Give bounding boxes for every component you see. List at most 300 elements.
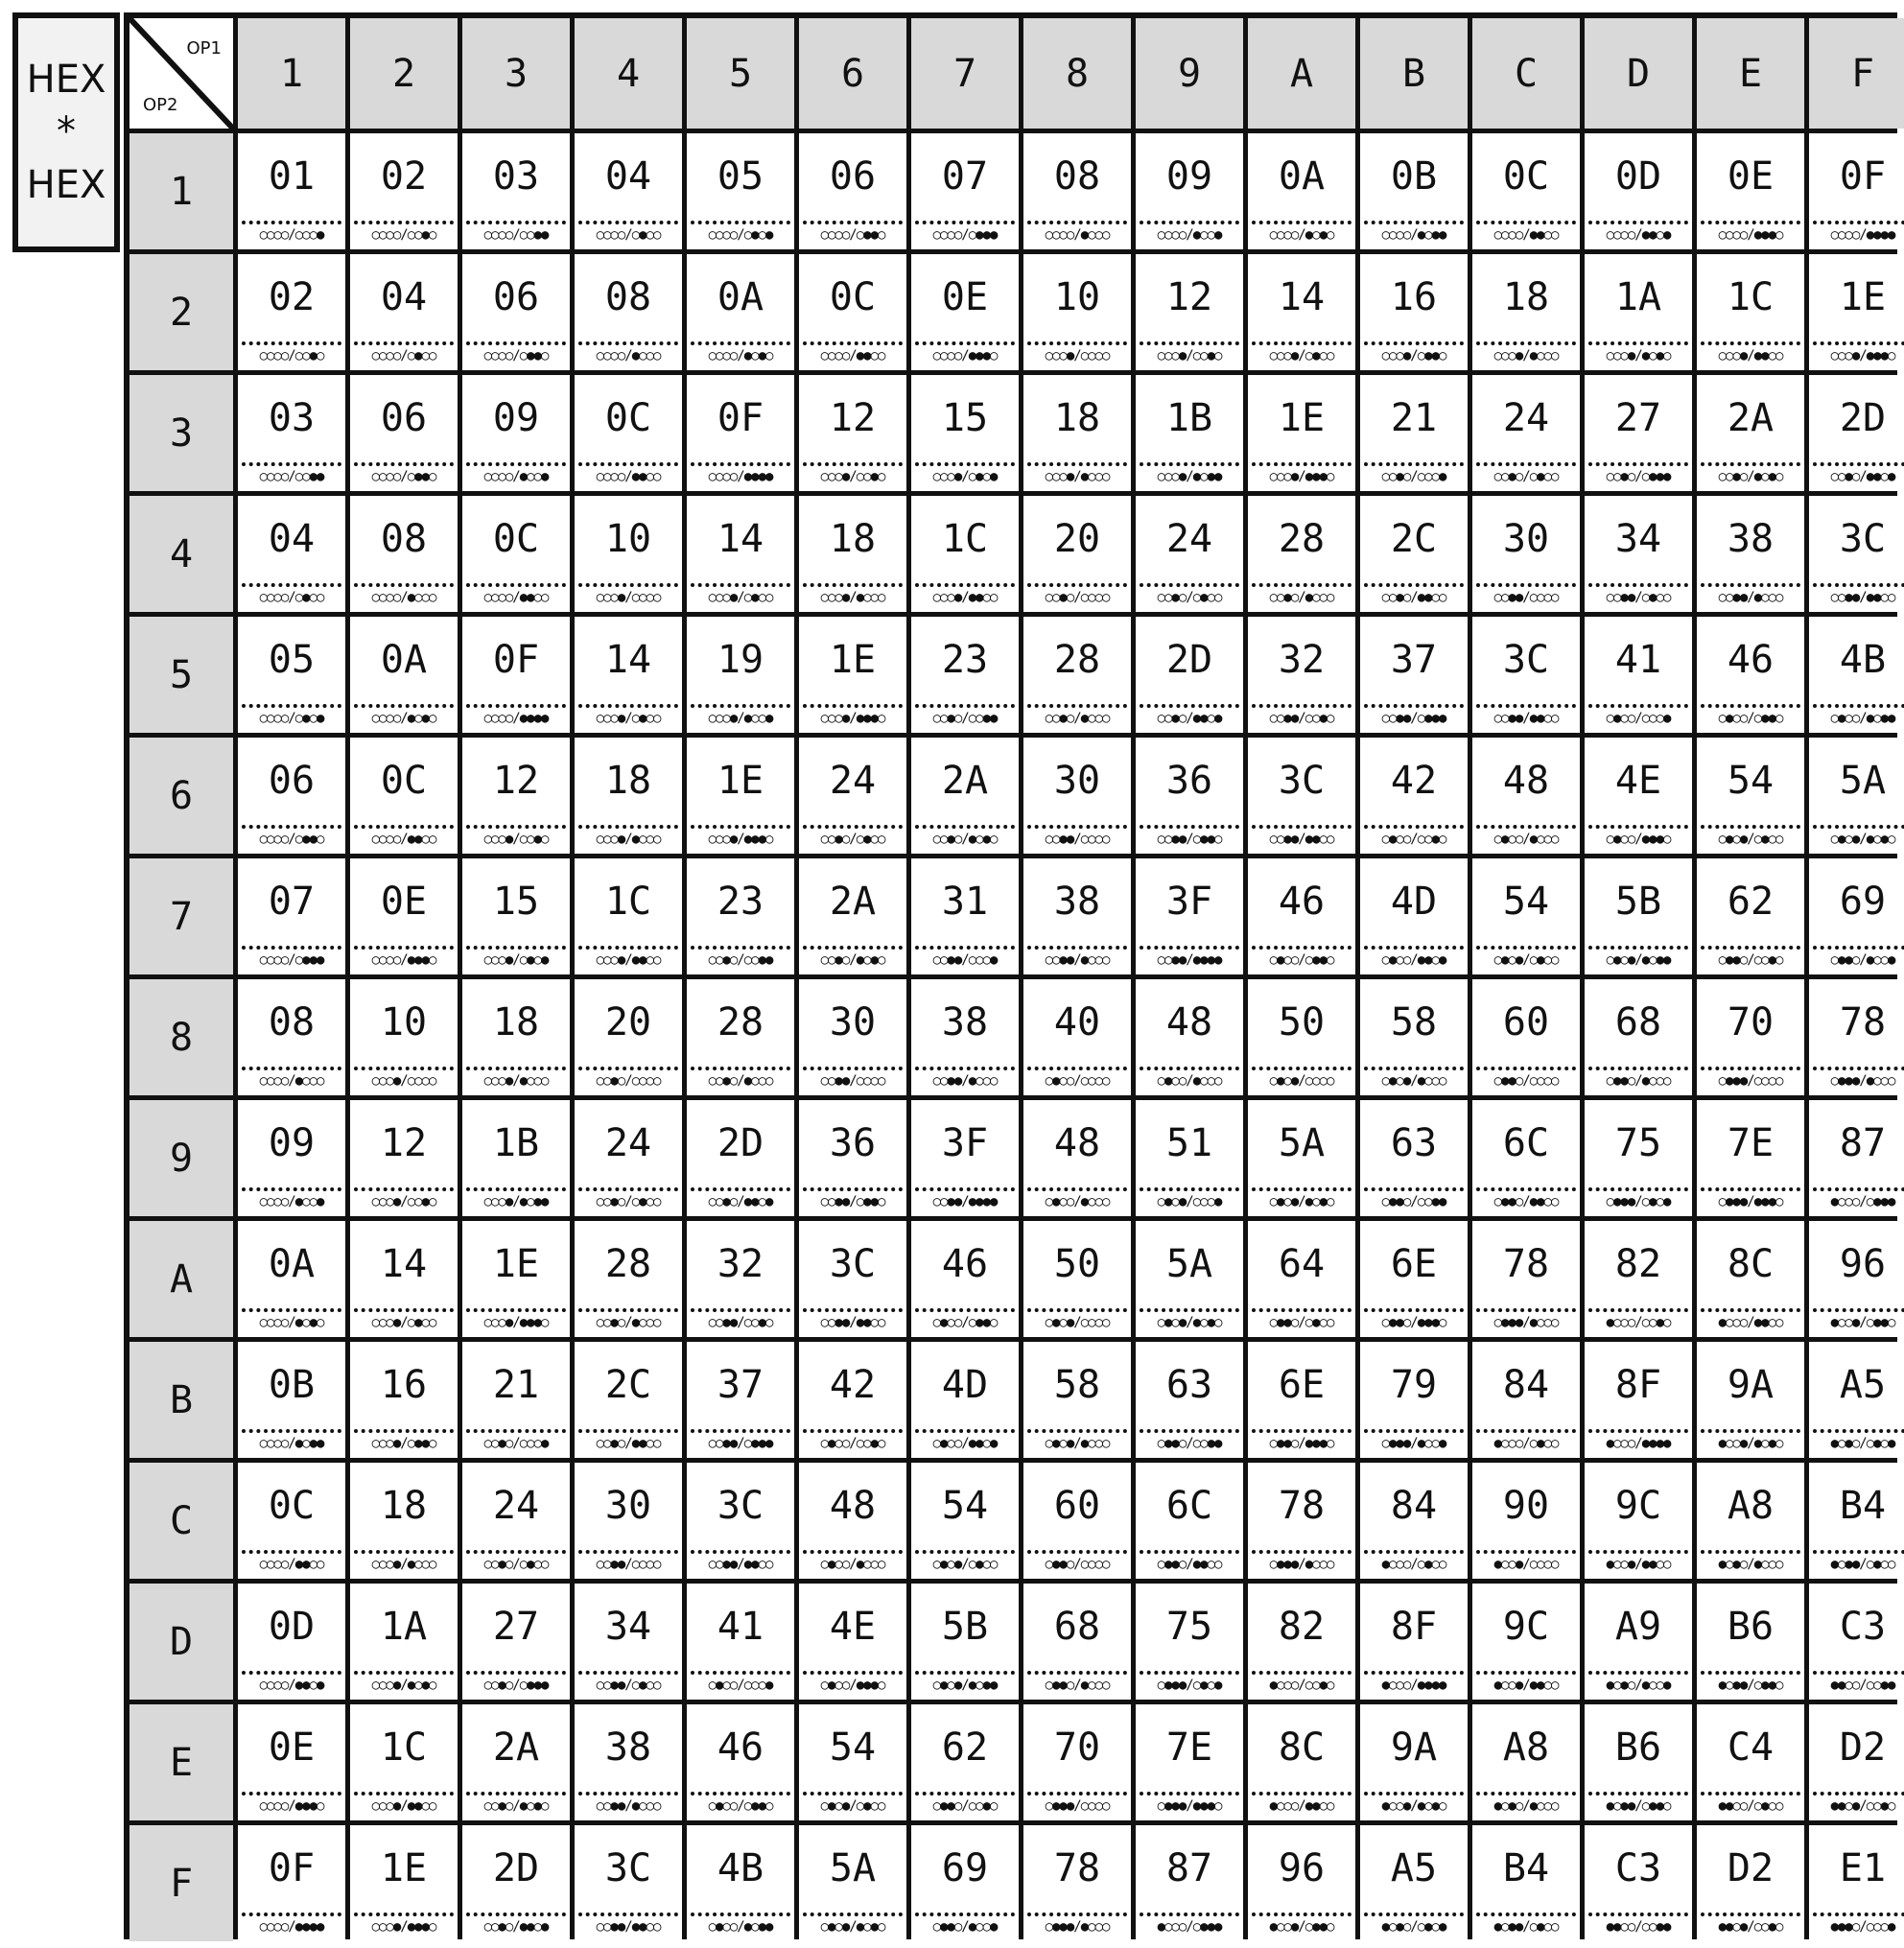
product-binary-dots: ●○○○/●●○○ bbox=[1718, 1315, 1783, 1330]
dotted-divider bbox=[1364, 946, 1464, 950]
product-cell bbox=[1472, 617, 1580, 733]
product-hex-value: 12 bbox=[1165, 275, 1213, 319]
product-cell bbox=[1023, 979, 1131, 1095]
product-cell bbox=[238, 375, 345, 491]
product-cell bbox=[1697, 1825, 1804, 1941]
product-binary-dots: ○○○○/○○●● bbox=[483, 227, 549, 243]
product-binary-dots: ○○○○/●●○○ bbox=[596, 469, 661, 484]
dotted-divider bbox=[1140, 946, 1239, 950]
product-binary-dots: ○○○●/○○●○ bbox=[820, 469, 885, 484]
dotted-divider bbox=[242, 341, 341, 345]
product-binary-dots: ○○●○/●○○○ bbox=[1269, 590, 1334, 605]
product-hex-value: 0E bbox=[1727, 154, 1775, 199]
product-cell bbox=[1248, 133, 1355, 249]
product-cell bbox=[1248, 979, 1355, 1095]
product-cell bbox=[1472, 1100, 1580, 1216]
product-binary-dots: ○○●●/●○○○ bbox=[596, 1798, 661, 1814]
dotted-divider bbox=[1252, 583, 1352, 587]
product-binary-dots: ○○○●/○●○○ bbox=[596, 711, 661, 726]
product-hex-value: 50 bbox=[1053, 1242, 1101, 1286]
product-binary-dots: ●○●○/●○○○ bbox=[1718, 1557, 1783, 1572]
dotted-divider bbox=[915, 583, 1015, 587]
product-binary-dots: ○●●●/●●●○ bbox=[1157, 1798, 1222, 1814]
dotted-divider bbox=[1252, 1913, 1352, 1916]
product-hex-value: 68 bbox=[1614, 1000, 1662, 1044]
product-binary-dots: ○●●●/○○○○ bbox=[1045, 1798, 1110, 1814]
product-hex-value: 54 bbox=[1727, 759, 1775, 803]
product-binary-dots: ○●○○/●●○● bbox=[932, 1436, 998, 1451]
dotted-divider bbox=[578, 704, 678, 708]
product-hex-value: 06 bbox=[492, 275, 540, 319]
dotted-divider bbox=[1364, 1067, 1464, 1070]
product-binary-dots: ●●●○/○○○● bbox=[1830, 1919, 1895, 1935]
product-cell bbox=[1248, 1342, 1355, 1458]
product-cell bbox=[1360, 254, 1468, 370]
product-hex-value: 14 bbox=[380, 1242, 428, 1286]
dotted-divider bbox=[1140, 1187, 1239, 1191]
product-cell bbox=[1023, 375, 1131, 491]
dotted-divider bbox=[691, 221, 790, 224]
product-cell bbox=[238, 1704, 345, 1820]
product-hex-value: 24 bbox=[1165, 517, 1213, 561]
dotted-divider bbox=[1252, 1187, 1352, 1191]
product-hex-value: 58 bbox=[1053, 1363, 1101, 1407]
product-hex-value: 8C bbox=[1727, 1242, 1775, 1286]
product-hex-value: 8F bbox=[1390, 1605, 1438, 1649]
product-cell bbox=[911, 133, 1019, 249]
dotted-divider bbox=[803, 825, 903, 829]
product-cell bbox=[238, 1221, 345, 1337]
product-cell bbox=[1809, 1221, 1904, 1337]
dotted-divider bbox=[1140, 825, 1239, 829]
product-hex-value: 03 bbox=[268, 396, 316, 440]
product-hex-value: 96 bbox=[1278, 1846, 1326, 1890]
product-hex-value: 78 bbox=[1053, 1846, 1101, 1890]
product-cell bbox=[462, 375, 570, 491]
product-binary-dots: ○○●○/●●○● bbox=[1830, 469, 1895, 484]
dotted-divider bbox=[354, 1550, 454, 1554]
dotted-divider bbox=[1364, 704, 1464, 708]
product-cell bbox=[799, 1221, 906, 1337]
product-binary-dots: ○●●●/●○○○ bbox=[1045, 1919, 1110, 1935]
dotted-divider bbox=[1701, 221, 1800, 224]
product-cell bbox=[1136, 254, 1243, 370]
product-cell bbox=[462, 1584, 570, 1700]
row-header-op2: 7 bbox=[129, 858, 233, 974]
product-hex-value: 42 bbox=[1390, 759, 1438, 803]
product-hex-value: 1C bbox=[380, 1725, 428, 1770]
product-cell bbox=[799, 1825, 906, 1941]
product-hex-value: 0B bbox=[268, 1363, 316, 1407]
product-binary-dots: ○○○●/○○○○ bbox=[1045, 348, 1110, 364]
dotted-divider bbox=[1140, 1429, 1239, 1433]
product-cell bbox=[687, 1463, 794, 1579]
product-cell bbox=[799, 617, 906, 733]
dotted-divider bbox=[1476, 1187, 1576, 1191]
product-hex-value: 50 bbox=[1278, 1000, 1326, 1044]
product-hex-value: 90 bbox=[1502, 1484, 1550, 1528]
dotted-divider bbox=[1027, 1067, 1127, 1070]
product-hex-value: 06 bbox=[380, 396, 428, 440]
dotted-divider bbox=[1364, 1913, 1464, 1916]
corner-hex-top: HEX bbox=[26, 58, 106, 102]
product-binary-dots: ○○●●/●●○○ bbox=[1269, 832, 1334, 847]
product-cell bbox=[350, 1584, 458, 1700]
product-hex-value: 20 bbox=[1053, 517, 1101, 561]
product-hex-value: A8 bbox=[1727, 1484, 1775, 1528]
dotted-divider bbox=[1252, 704, 1352, 708]
dotted-divider bbox=[1813, 1429, 1904, 1433]
product-binary-dots: ○○○●/●●○○ bbox=[1718, 348, 1783, 364]
product-binary-dots: ○●○●/●○●● bbox=[1606, 952, 1671, 968]
dotted-divider bbox=[1813, 221, 1904, 224]
dotted-divider bbox=[466, 583, 566, 587]
product-cell bbox=[911, 496, 1019, 612]
dotted-divider bbox=[1027, 1792, 1127, 1795]
product-hex-value: 38 bbox=[1053, 880, 1101, 924]
dotted-divider bbox=[578, 1792, 678, 1795]
product-binary-dots: ○○○○/●○●○ bbox=[371, 711, 436, 726]
row-header-op2: 9 bbox=[129, 1100, 233, 1216]
product-binary-dots: ●○○○/○●○○ bbox=[1493, 1436, 1559, 1451]
product-binary-dots: ○○○○/○●●● bbox=[259, 952, 324, 968]
product-cell bbox=[799, 1100, 906, 1216]
product-cell bbox=[687, 133, 794, 249]
dotted-divider bbox=[1140, 462, 1239, 466]
product-binary-dots: ○●●○/○○○○ bbox=[1045, 1557, 1110, 1572]
product-binary-dots: ○○○○/●○○● bbox=[483, 469, 549, 484]
op2-axis-label: OP2 bbox=[143, 95, 178, 115]
product-binary-dots: ○○○●/○●○○ bbox=[371, 1315, 436, 1330]
product-cell bbox=[1697, 1221, 1804, 1337]
column-header-op1: 5 bbox=[687, 18, 794, 129]
product-hex-value: 30 bbox=[604, 1484, 652, 1528]
product-binary-dots: ○○●○/●○●○ bbox=[1718, 469, 1783, 484]
dotted-divider bbox=[242, 946, 341, 950]
product-binary-dots: ○●●○/●●●○ bbox=[1269, 1436, 1334, 1451]
product-cell bbox=[1360, 133, 1468, 249]
dotted-divider bbox=[1364, 221, 1464, 224]
product-binary-dots: ○○○○/●●●● bbox=[259, 1919, 324, 1935]
dotted-divider bbox=[1701, 341, 1800, 345]
product-cell bbox=[1360, 1825, 1468, 1941]
product-binary-dots: ○○○○/●●●○ bbox=[932, 348, 998, 364]
dotted-divider bbox=[1140, 1671, 1239, 1675]
product-cell bbox=[1697, 979, 1804, 1095]
product-binary-dots: ○○○○/●●●● bbox=[708, 469, 773, 484]
product-binary-dots: ○○○●/●○○○ bbox=[596, 832, 661, 847]
product-hex-value: 5B bbox=[941, 1605, 989, 1649]
product-hex-value: 10 bbox=[1053, 275, 1101, 319]
product-cell bbox=[1585, 133, 1692, 249]
product-binary-dots: ○●○●/●○○○ bbox=[1381, 1073, 1446, 1089]
product-cell bbox=[1697, 1704, 1804, 1820]
product-hex-value: 30 bbox=[1502, 517, 1550, 561]
product-binary-dots: ○○●●/○○●○ bbox=[708, 1315, 773, 1330]
product-cell bbox=[1360, 496, 1468, 612]
product-cell bbox=[1136, 1221, 1243, 1337]
dotted-divider bbox=[1252, 462, 1352, 466]
product-hex-value: 23 bbox=[941, 638, 989, 682]
product-cell bbox=[1360, 1463, 1468, 1579]
row-header-op2: 2 bbox=[129, 254, 233, 370]
dotted-divider bbox=[466, 1913, 566, 1916]
product-cell bbox=[238, 979, 345, 1095]
product-hex-value: 28 bbox=[604, 1242, 652, 1286]
product-hex-value: 09 bbox=[1165, 154, 1213, 199]
product-binary-dots: ○○●○/●○○○ bbox=[1045, 711, 1110, 726]
dotted-divider bbox=[1701, 462, 1800, 466]
product-hex-value: 04 bbox=[380, 275, 428, 319]
product-binary-dots: ○●○○/○○○○ bbox=[1045, 1073, 1110, 1089]
product-cell bbox=[799, 375, 906, 491]
dotted-divider bbox=[1588, 221, 1688, 224]
column-header-op1: 7 bbox=[911, 18, 1019, 129]
product-hex-value: 18 bbox=[380, 1484, 428, 1528]
product-hex-value: 08 bbox=[604, 275, 652, 319]
product-binary-dots: ○●○○/○●●○ bbox=[708, 1798, 773, 1814]
product-cell bbox=[575, 1221, 682, 1337]
product-binary-dots: ○●○●/○○○○ bbox=[1269, 1073, 1334, 1089]
dotted-divider bbox=[1252, 1429, 1352, 1433]
dotted-divider bbox=[242, 221, 341, 224]
product-hex-value: 84 bbox=[1390, 1484, 1438, 1528]
product-hex-value: 7E bbox=[1165, 1725, 1213, 1770]
product-binary-dots: ○○●○/○○○○ bbox=[596, 1073, 661, 1089]
product-cell bbox=[1023, 1704, 1131, 1820]
product-binary-dots: ○○○●/○○○○ bbox=[371, 1073, 436, 1089]
product-cell bbox=[238, 1100, 345, 1216]
dotted-divider bbox=[803, 1792, 903, 1795]
dotted-divider bbox=[1252, 221, 1352, 224]
product-cell bbox=[1809, 738, 1904, 854]
product-hex-value: 3C bbox=[1839, 517, 1887, 561]
product-hex-value: 0D bbox=[268, 1605, 316, 1649]
product-cell bbox=[350, 1221, 458, 1337]
product-hex-value: 21 bbox=[492, 1363, 540, 1407]
product-binary-dots: ○●●○/●○○○ bbox=[1606, 1073, 1671, 1089]
dotted-divider bbox=[915, 462, 1015, 466]
product-binary-dots: ○○●●/○○○● bbox=[932, 952, 998, 968]
dotted-divider bbox=[242, 583, 341, 587]
product-hex-value: 08 bbox=[268, 1000, 316, 1044]
dotted-divider bbox=[1588, 1429, 1688, 1433]
product-binary-dots: ○○○●/●○●○ bbox=[1606, 348, 1671, 364]
product-binary-dots: ○●●○/○○●○ bbox=[932, 1798, 998, 1814]
product-hex-value: 5A bbox=[1839, 759, 1887, 803]
dotted-divider bbox=[1140, 1550, 1239, 1554]
dotted-divider bbox=[1813, 704, 1904, 708]
dotted-divider bbox=[803, 1550, 903, 1554]
product-cell bbox=[1360, 1221, 1468, 1337]
product-cell bbox=[1809, 1463, 1904, 1579]
product-hex-value: B4 bbox=[1839, 1484, 1887, 1528]
product-hex-value: 48 bbox=[1502, 759, 1550, 803]
product-cell bbox=[687, 1584, 794, 1700]
product-binary-dots: ○●○●/○●○○ bbox=[932, 1557, 998, 1572]
product-hex-value: 3C bbox=[717, 1484, 764, 1528]
product-hex-value: 23 bbox=[717, 880, 764, 924]
product-cell bbox=[1585, 858, 1692, 974]
product-cell bbox=[575, 738, 682, 854]
product-binary-dots: ○○○●/●○●● bbox=[1157, 469, 1222, 484]
product-cell bbox=[1585, 1221, 1692, 1337]
dotted-divider bbox=[466, 1792, 566, 1795]
product-hex-value: 08 bbox=[1053, 154, 1101, 199]
product-binary-dots: ○○○●/●●○○ bbox=[596, 952, 661, 968]
product-hex-value: 6E bbox=[1390, 1242, 1438, 1286]
product-hex-value: C3 bbox=[1839, 1605, 1887, 1649]
dotted-divider bbox=[1701, 1913, 1800, 1916]
product-hex-value: 12 bbox=[492, 759, 540, 803]
dotted-divider bbox=[578, 1913, 678, 1916]
dotted-divider bbox=[803, 583, 903, 587]
product-binary-dots: ○○○○/○●○○ bbox=[596, 227, 661, 243]
product-cell bbox=[1585, 1584, 1692, 1700]
product-binary-dots: ○○○○/●●●○ bbox=[371, 952, 436, 968]
product-cell bbox=[575, 1825, 682, 1941]
product-hex-value: 02 bbox=[380, 154, 428, 199]
product-cell bbox=[1023, 617, 1131, 733]
product-binary-dots: ○○○●/●○○○ bbox=[1045, 469, 1110, 484]
product-hex-value: 1C bbox=[1727, 275, 1775, 319]
dotted-divider bbox=[1027, 1550, 1127, 1554]
dotted-divider bbox=[242, 825, 341, 829]
product-hex-value: B6 bbox=[1727, 1605, 1775, 1649]
row-header-op2: 8 bbox=[129, 979, 233, 1095]
product-binary-dots: ○●●○/●○○● bbox=[1830, 952, 1895, 968]
product-cell bbox=[799, 133, 906, 249]
product-binary-dots: ●○○●/●○●○ bbox=[1718, 1436, 1783, 1451]
product-cell bbox=[1023, 1100, 1131, 1216]
product-binary-dots: ○○○●/○●○● bbox=[483, 952, 549, 968]
product-hex-value: A9 bbox=[1614, 1605, 1662, 1649]
product-hex-value: 46 bbox=[1278, 880, 1326, 924]
dotted-divider bbox=[691, 1067, 790, 1070]
product-cell bbox=[1136, 133, 1243, 249]
product-binary-dots: ○●●●/○○○○ bbox=[1718, 1073, 1783, 1089]
product-binary-dots: ○○●●/●●●● bbox=[932, 1194, 998, 1209]
product-cell bbox=[687, 1825, 794, 1941]
dotted-divider bbox=[691, 341, 790, 345]
product-binary-dots: ●○○●/○●●○ bbox=[1269, 1919, 1334, 1935]
row-header-op2: E bbox=[129, 1704, 233, 1820]
dotted-divider bbox=[1252, 1067, 1352, 1070]
product-cell bbox=[1136, 738, 1243, 854]
product-binary-dots: ●○●○/○●○● bbox=[1830, 1436, 1895, 1451]
dotted-divider bbox=[803, 221, 903, 224]
row-header-op2: C bbox=[129, 1463, 233, 1579]
column-header-op1: E bbox=[1697, 18, 1804, 129]
product-cell bbox=[1585, 979, 1692, 1095]
product-hex-value: 40 bbox=[1053, 1000, 1101, 1044]
product-binary-dots: ●○●○/○●○● bbox=[1381, 1919, 1446, 1935]
product-binary-dots: ○○○○/●○○● bbox=[1157, 227, 1222, 243]
product-binary-dots: ○○○○/●○●● bbox=[1381, 227, 1446, 243]
dotted-divider bbox=[1027, 1913, 1127, 1916]
product-cell bbox=[350, 375, 458, 491]
dotted-divider bbox=[803, 462, 903, 466]
product-binary-dots: ○○●●/●●○○ bbox=[820, 1315, 885, 1330]
product-binary-dots: ○○●○/○●○○ bbox=[1493, 469, 1559, 484]
product-binary-dots: ○○●●/○●●○ bbox=[820, 1194, 885, 1209]
product-hex-value: 75 bbox=[1165, 1605, 1213, 1649]
product-hex-value: 27 bbox=[1614, 396, 1662, 440]
dotted-divider bbox=[242, 1671, 341, 1675]
product-cell bbox=[1697, 133, 1804, 249]
product-cell bbox=[350, 133, 458, 249]
product-cell bbox=[575, 1584, 682, 1700]
dotted-divider bbox=[1588, 1308, 1688, 1312]
dotted-divider bbox=[1027, 341, 1127, 345]
dotted-divider bbox=[466, 462, 566, 466]
product-binary-dots: ○○○○/●●○○ bbox=[259, 1557, 324, 1572]
product-cell bbox=[575, 254, 682, 370]
product-binary-dots: ○●○●/○○○● bbox=[1157, 1194, 1222, 1209]
product-hex-value: 2D bbox=[717, 1121, 764, 1165]
product-cell bbox=[911, 738, 1019, 854]
product-hex-value: 15 bbox=[941, 396, 989, 440]
dotted-divider bbox=[803, 1067, 903, 1070]
product-hex-value: 2A bbox=[1727, 396, 1775, 440]
dotted-divider bbox=[1140, 1913, 1239, 1916]
product-hex-value: 4B bbox=[1839, 638, 1887, 682]
product-binary-dots: ○●○○/○○●○ bbox=[1381, 832, 1446, 847]
product-hex-value: 34 bbox=[1614, 517, 1662, 561]
dotted-divider bbox=[1027, 1671, 1127, 1675]
product-cell bbox=[799, 1342, 906, 1458]
product-hex-value: 37 bbox=[1390, 638, 1438, 682]
product-cell bbox=[1809, 133, 1904, 249]
product-hex-value: 28 bbox=[717, 1000, 764, 1044]
product-binary-dots: ○●○●/○○○○ bbox=[1045, 1315, 1110, 1330]
product-binary-dots: ○●●●/●○○● bbox=[1381, 1436, 1446, 1451]
product-cell bbox=[1023, 254, 1131, 370]
product-cell bbox=[1248, 1221, 1355, 1337]
product-hex-value: 10 bbox=[604, 517, 652, 561]
product-hex-value: 0C bbox=[492, 517, 540, 561]
product-binary-dots: ○○●●/●●○○ bbox=[1493, 711, 1559, 726]
product-binary-dots: ○○○○/●●●● bbox=[483, 711, 549, 726]
product-cell bbox=[1809, 979, 1904, 1095]
dotted-divider bbox=[1027, 946, 1127, 950]
product-hex-value: 6C bbox=[1502, 1121, 1550, 1165]
product-binary-dots: ○○○●/○●●○ bbox=[1381, 348, 1446, 364]
row-header-op2: D bbox=[129, 1584, 233, 1700]
product-cell bbox=[1023, 1463, 1131, 1579]
product-binary-dots: ○●●●/○●○● bbox=[1157, 1678, 1222, 1693]
column-header-op1: 2 bbox=[350, 18, 458, 129]
product-cell bbox=[1809, 1100, 1904, 1216]
product-binary-dots: ○○○○/○●●● bbox=[932, 227, 998, 243]
dotted-divider bbox=[1364, 341, 1464, 345]
dotted-divider bbox=[691, 1187, 790, 1191]
product-binary-dots: ○○●●/●○○○ bbox=[932, 1073, 998, 1089]
product-hex-value: 0F bbox=[492, 638, 540, 682]
product-hex-value: 62 bbox=[941, 1725, 989, 1770]
product-binary-dots: ○○●○/○○●● bbox=[708, 952, 773, 968]
product-cell bbox=[462, 496, 570, 612]
dotted-divider bbox=[354, 341, 454, 345]
product-hex-value: 0B bbox=[1390, 154, 1438, 199]
product-binary-dots: ○○○○/●●○○ bbox=[371, 832, 436, 847]
product-hex-value: 1E bbox=[1839, 275, 1887, 319]
dotted-divider bbox=[1364, 1308, 1464, 1312]
product-binary-dots: ○○●○/●●○○ bbox=[596, 1436, 661, 1451]
product-binary-dots: ●○●○/●○○○ bbox=[1493, 1798, 1559, 1814]
product-hex-value: 16 bbox=[1390, 275, 1438, 319]
product-binary-dots: ○○○○/○●●○ bbox=[483, 348, 549, 364]
